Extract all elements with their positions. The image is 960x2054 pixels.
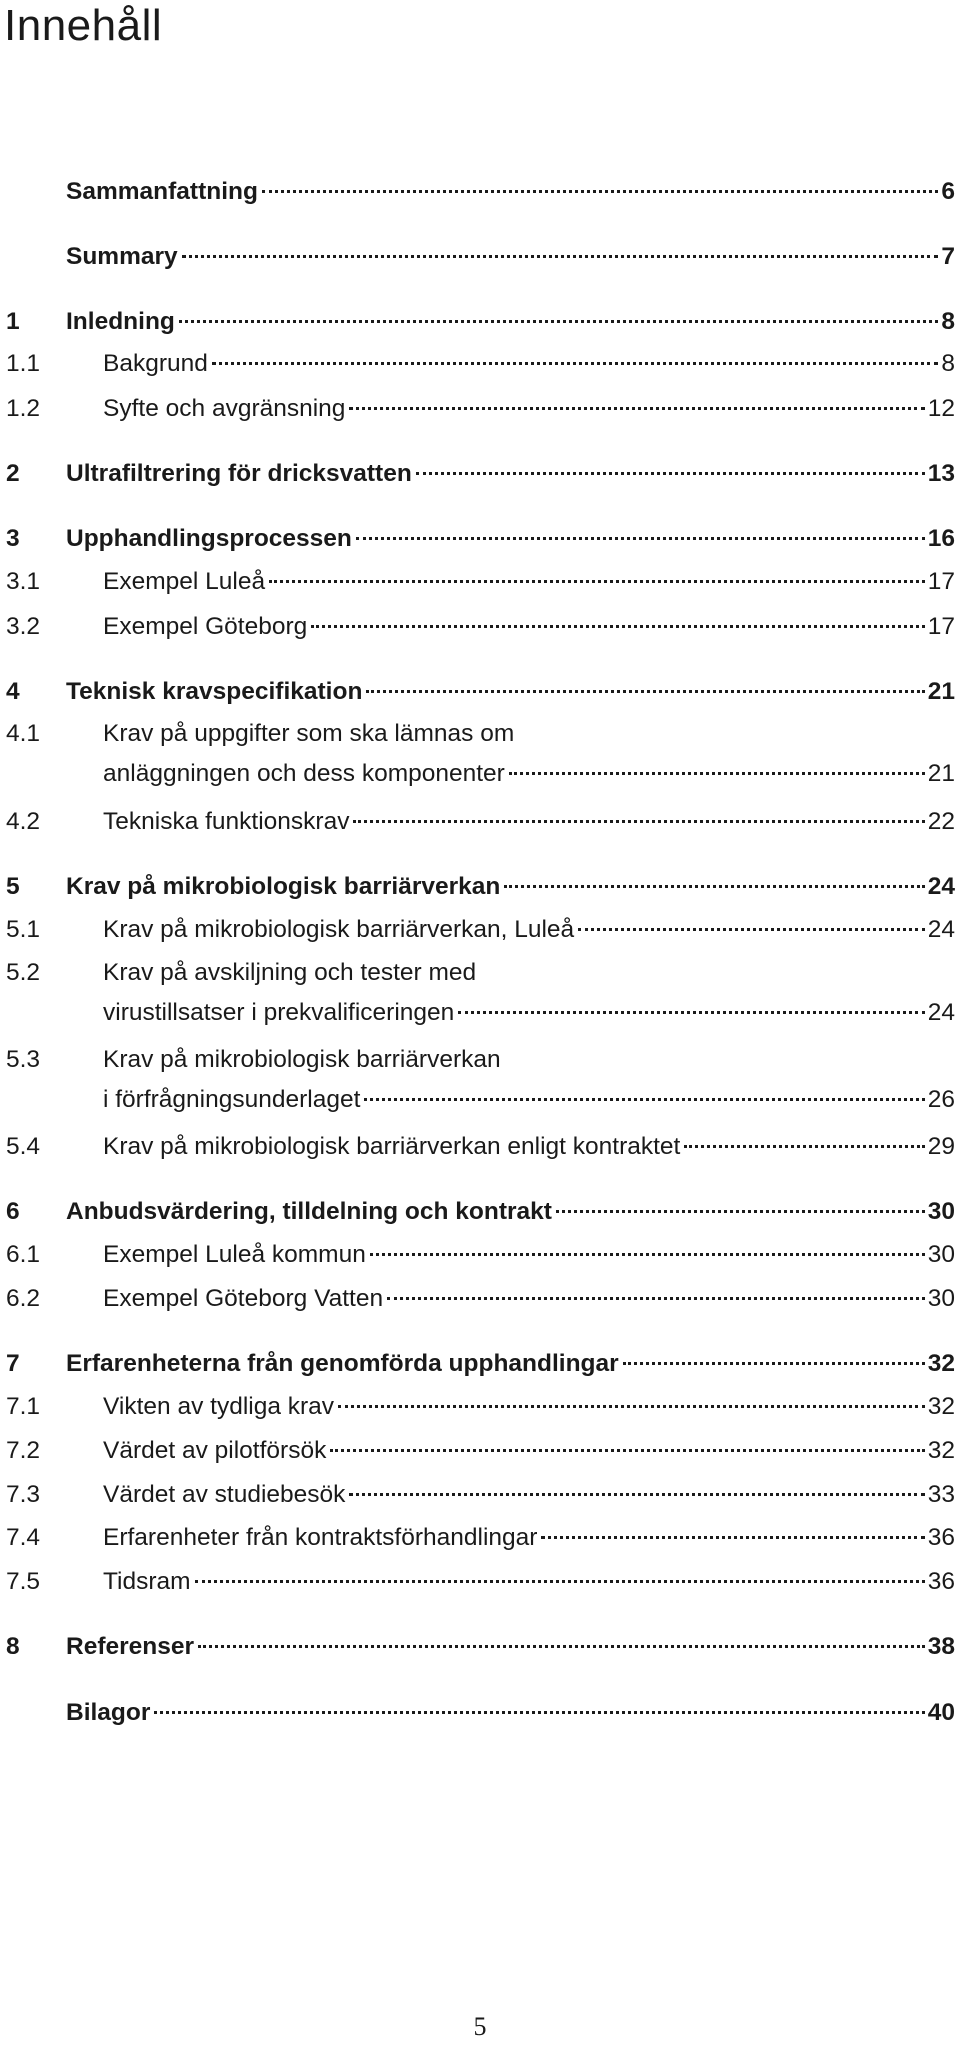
toc-entry-number: 7.2	[6, 1437, 41, 1464]
toc-entry-page: 7	[941, 243, 955, 270]
toc-entry-title: Bilagor	[66, 1699, 151, 1726]
toc-entry-page: 32	[927, 1437, 955, 1464]
toc-entry-number: 1.1	[6, 350, 41, 377]
toc-entry-title: Anbudsvärdering, tilldelning och kontrakt	[66, 1198, 552, 1225]
dot-leader	[364, 1098, 924, 1101]
toc-entry-number: 1.2	[6, 395, 41, 422]
toc-entry-page: 8	[941, 350, 955, 377]
toc-entry-title: Erfarenheterna från genomförda upphandlingar	[66, 1350, 619, 1377]
toc-entry-number: 5.3	[6, 1046, 41, 1073]
toc-entry-number: 3.1	[6, 568, 41, 595]
toc-entry-title: Värdet av pilotförsök	[103, 1437, 327, 1464]
dot-leader	[416, 472, 925, 475]
toc-entry-page: 30	[927, 1198, 955, 1225]
toc-entry-title: Krav på mikrobiologisk barriärverkan, Luleå	[103, 916, 575, 943]
toc-entry-number: 7.5	[6, 1568, 41, 1595]
toc-entry[interactable]	[0, 1239, 960, 1273]
toc-entry-number: 3.2	[6, 613, 41, 640]
toc-entry-continuation[interactable]	[0, 1084, 960, 1118]
toc-entry[interactable]	[0, 348, 960, 382]
toc-entry[interactable]	[0, 1522, 960, 1556]
dot-leader	[349, 1493, 924, 1496]
toc-entry-number: 5.1	[6, 916, 41, 943]
toc-entry-page: 6	[941, 178, 955, 205]
dot-leader	[684, 1145, 924, 1148]
toc-entry[interactable]	[0, 1697, 960, 1731]
toc-entry-page: 12	[927, 395, 955, 422]
toc-entry-page: 40	[927, 1699, 955, 1726]
toc-entry[interactable]	[0, 1566, 960, 1600]
toc-entry-title: Syfte och avgränsning	[103, 395, 346, 422]
toc-entry-page: 24	[927, 999, 955, 1026]
toc-entry-page: 17	[927, 613, 955, 640]
page-number: 5	[473, 2012, 487, 2041]
dot-leader	[387, 1297, 925, 1300]
toc-entry-page: 32	[927, 1393, 955, 1420]
dot-leader	[356, 537, 925, 540]
toc-entry-number: 4.1	[6, 720, 41, 747]
toc-entry-title: Krav på mikrobiologisk barriärverkan	[103, 1046, 501, 1073]
toc-entry[interactable]	[0, 611, 960, 645]
dot-leader	[330, 1449, 924, 1452]
toc-entry-title: Summary	[66, 243, 178, 270]
toc-entry[interactable]	[0, 1631, 960, 1665]
toc-entry-continuation[interactable]	[0, 997, 960, 1031]
toc-entry[interactable]	[0, 1044, 960, 1078]
toc-entry-title: Värdet av studiebesök	[103, 1481, 346, 1508]
toc-entry-number: 6.1	[6, 1241, 41, 1268]
toc-entry-title: Tekniska funktionskrav	[103, 808, 350, 835]
toc-entry[interactable]	[0, 458, 960, 492]
toc-entry[interactable]	[0, 1131, 960, 1165]
toc-entry-page: 13	[927, 460, 955, 487]
dot-leader	[556, 1210, 925, 1213]
toc-entry[interactable]	[0, 1435, 960, 1469]
toc-entry[interactable]	[0, 957, 960, 991]
dot-leader	[179, 320, 938, 323]
toc-entry-number: 4.2	[6, 808, 41, 835]
toc-entry[interactable]	[0, 806, 960, 840]
toc-entry-number: 5.4	[6, 1133, 41, 1160]
toc-entry-page: 30	[927, 1241, 955, 1268]
toc-entry[interactable]	[0, 176, 960, 210]
toc-entry-page: 32	[927, 1350, 955, 1377]
toc-entry-number: 6.2	[6, 1285, 41, 1312]
dot-leader	[353, 820, 924, 823]
toc-entry-title: Vikten av tydliga krav	[103, 1393, 335, 1420]
toc-entry-page: 21	[927, 760, 955, 787]
toc-entry-number: 7.3	[6, 1481, 41, 1508]
toc-entry-title: Krav på avskiljning och tester med	[103, 959, 477, 986]
dot-leader	[366, 690, 924, 693]
toc-entry[interactable]	[0, 1479, 960, 1513]
toc-entry[interactable]	[0, 676, 960, 710]
toc-entry-number: 7	[6, 1350, 20, 1377]
toc-entry-title: Referenser	[66, 1633, 195, 1660]
dot-leader	[262, 190, 938, 193]
dot-leader	[212, 362, 938, 365]
toc-entry-page: 24	[927, 916, 955, 943]
toc-entry-number: 1	[6, 308, 20, 335]
dot-leader	[504, 885, 924, 888]
dot-leader	[338, 1405, 925, 1408]
toc-entry-number: 8	[6, 1633, 20, 1660]
page-title: Innehåll	[4, 1, 163, 50]
toc-entry[interactable]	[0, 241, 960, 275]
toc-entry-page: 30	[927, 1285, 955, 1312]
toc-entry-title: Bakgrund	[103, 350, 208, 377]
toc-entry-number: 7.1	[6, 1393, 41, 1420]
toc-entry-title: Tidsram	[103, 1568, 191, 1595]
toc-entry[interactable]	[0, 871, 960, 905]
toc-entry-number: 4	[6, 678, 20, 705]
toc-entry-page: 29	[927, 1133, 955, 1160]
toc-entry[interactable]	[0, 1196, 960, 1230]
toc-entry[interactable]	[0, 1391, 960, 1425]
toc-entry-title: Krav på mikrobiologisk barriärverkan	[66, 873, 501, 900]
toc-entry-number: 7.4	[6, 1524, 41, 1551]
toc-entry[interactable]	[0, 718, 960, 752]
toc-entry-page: 26	[927, 1086, 955, 1113]
toc-entry-title: Ultrafiltrering för dricksvatten	[66, 460, 412, 487]
toc-entry-title: Exempel Luleå	[103, 568, 266, 595]
toc-entry-page: 16	[927, 525, 955, 552]
dot-leader	[182, 255, 939, 258]
toc-entry-page: 21	[927, 678, 955, 705]
dot-leader	[195, 1580, 925, 1583]
toc-entry-page: 38	[927, 1633, 955, 1660]
dot-leader	[578, 928, 925, 931]
toc-entry-page: 33	[927, 1481, 955, 1508]
dot-leader	[311, 625, 924, 628]
toc-entry-title: Exempel Luleå kommun	[103, 1241, 366, 1268]
toc-entry-page: 8	[941, 308, 955, 335]
dot-leader	[349, 407, 924, 410]
toc-entry-continuation[interactable]	[0, 758, 960, 792]
toc-entry-title: Upphandlingsprocessen	[66, 525, 352, 552]
toc-entry[interactable]	[0, 393, 960, 427]
toc-entry-title-continued: anläggningen och dess komponenter	[103, 760, 505, 787]
toc-entry[interactable]	[0, 523, 960, 557]
toc-entry[interactable]	[0, 306, 960, 340]
toc-entry-title: Exempel Göteborg	[103, 613, 308, 640]
toc-entry-title: Exempel Göteborg Vatten	[103, 1285, 384, 1312]
toc-entry[interactable]	[0, 1348, 960, 1382]
toc-entry-title: Inledning	[66, 308, 175, 335]
toc-entry-title: Teknisk kravspecifikation	[66, 678, 363, 705]
toc-entry-page: 24	[927, 873, 955, 900]
toc-entry-number: 6	[6, 1198, 20, 1225]
toc-entry-number: 3	[6, 525, 20, 552]
dot-leader	[154, 1711, 924, 1714]
toc-entry-title: Sammanfattning	[66, 178, 258, 205]
toc-entry-number: 5	[6, 873, 20, 900]
dot-leader	[541, 1536, 924, 1539]
dot-leader	[509, 772, 925, 775]
toc-entry-page: 36	[927, 1524, 955, 1551]
toc-entry-number: 2	[6, 460, 20, 487]
toc-entry-title: Krav på uppgifter som ska lämnas om	[103, 720, 515, 747]
toc-entry-page: 36	[927, 1568, 955, 1595]
dot-leader	[458, 1011, 924, 1014]
toc-entry[interactable]	[0, 1283, 960, 1317]
dot-leader	[269, 580, 925, 583]
toc-entry-number: 5.2	[6, 959, 41, 986]
toc-entry-title: Krav på mikrobiologisk barriärverkan enligt kontraktet	[103, 1133, 681, 1160]
toc-entry[interactable]	[0, 914, 960, 948]
toc-entry-page: 22	[927, 808, 955, 835]
dot-leader	[370, 1253, 925, 1256]
toc-entry-title-continued: i förfrågningsunderlaget	[103, 1086, 361, 1113]
dot-leader	[623, 1362, 925, 1365]
dot-leader	[198, 1645, 925, 1648]
toc-entry-title: Erfarenheter från kontraktsförhandlingar	[103, 1524, 538, 1551]
toc-entry-page: 17	[927, 568, 955, 595]
toc-entry[interactable]	[0, 566, 960, 600]
toc-entry-title-continued: virustillsatser i prekvalificeringen	[103, 999, 455, 1026]
